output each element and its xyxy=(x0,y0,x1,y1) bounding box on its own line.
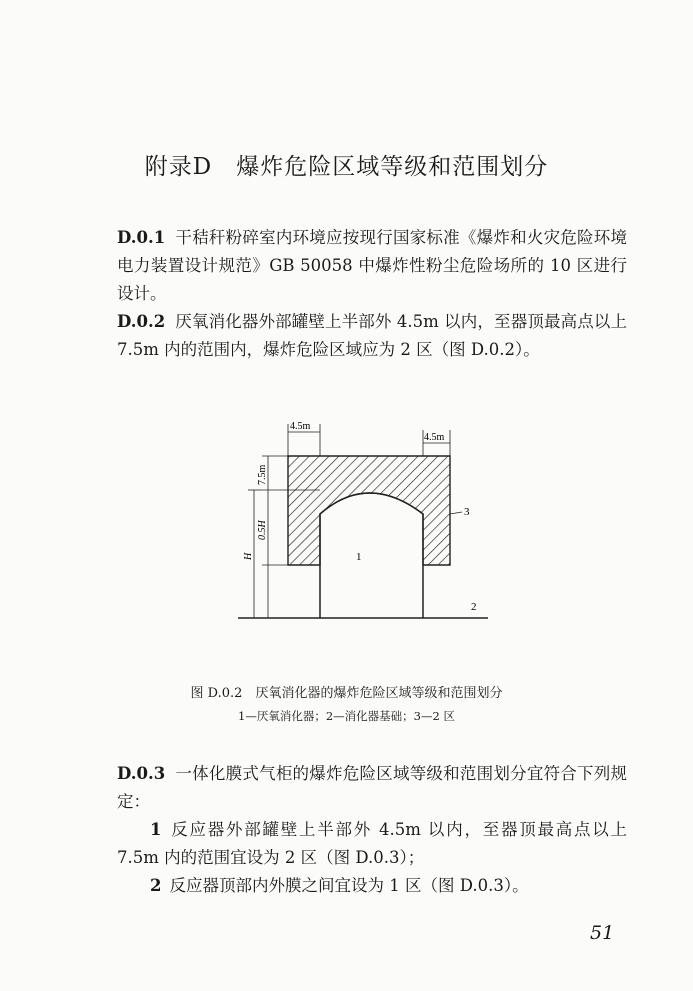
label-3: 3 xyxy=(464,506,470,518)
label-2: 2 xyxy=(471,601,477,613)
appendix-title: 附录D 爆炸危险区域等级和范围划分 xyxy=(144,154,549,180)
section-number: D.0.2 xyxy=(117,312,166,331)
section-d02 xyxy=(117,308,627,364)
section-d01 xyxy=(117,224,627,308)
dim-height: H xyxy=(243,552,254,560)
zone-2-region xyxy=(288,456,450,565)
section-text: 厌氧消化器外部罐壁上半部外 4.5m 以内，至器顶最高点以上 7.5m 内的范围内，爆炸危险区域应为 2 区（图 D.0.2）。 xyxy=(117,312,627,359)
item-text: 反应器顶部内外膜之间宜设为 1 区（图 D.0.3）。 xyxy=(169,876,529,895)
label-1: 1 xyxy=(356,551,362,563)
list-item xyxy=(117,872,627,900)
figure-legend: 1—厌氧消化器；2—消化器基础；3—2 区 xyxy=(238,709,455,723)
section-text: 一体化膜式气柜的爆炸危险区域等级和范围划分宜符合下列规定： xyxy=(117,764,627,811)
section-number: D.0.3 xyxy=(117,764,166,783)
figure-d02-diagram xyxy=(238,418,498,633)
item-text: 反应器外部罐壁上半部外 4.5m 以内，至器顶最高点以上 7.5m 内的范围宜设为 2 区（图 D.0.3）； xyxy=(117,820,627,867)
page-number: 51 xyxy=(590,922,615,944)
item-number: 2 xyxy=(150,876,162,895)
dim-half-height: 0.5H xyxy=(257,520,268,540)
figure-caption: 图 D.0.2 厌氧消化器的爆炸危险区域等级和范围划分 xyxy=(190,686,503,701)
digester-body xyxy=(320,493,423,618)
item-number: 1 xyxy=(150,820,162,839)
dim-height-top: 7.5m xyxy=(257,464,268,485)
section-text: 干秸秆粉碎室内环境应按现行国家标准《爆炸和火灾危险环境电力装置设计规范》GB 50058 中爆炸性粉尘危险场所的 10 区进行设计。 xyxy=(117,228,627,303)
dim-top-left: 4.5m xyxy=(290,421,311,432)
section-d03 xyxy=(117,760,627,816)
list-item xyxy=(117,816,627,872)
dim-top-right: 4.5m xyxy=(424,432,445,443)
section-number: D.0.1 xyxy=(117,228,166,247)
